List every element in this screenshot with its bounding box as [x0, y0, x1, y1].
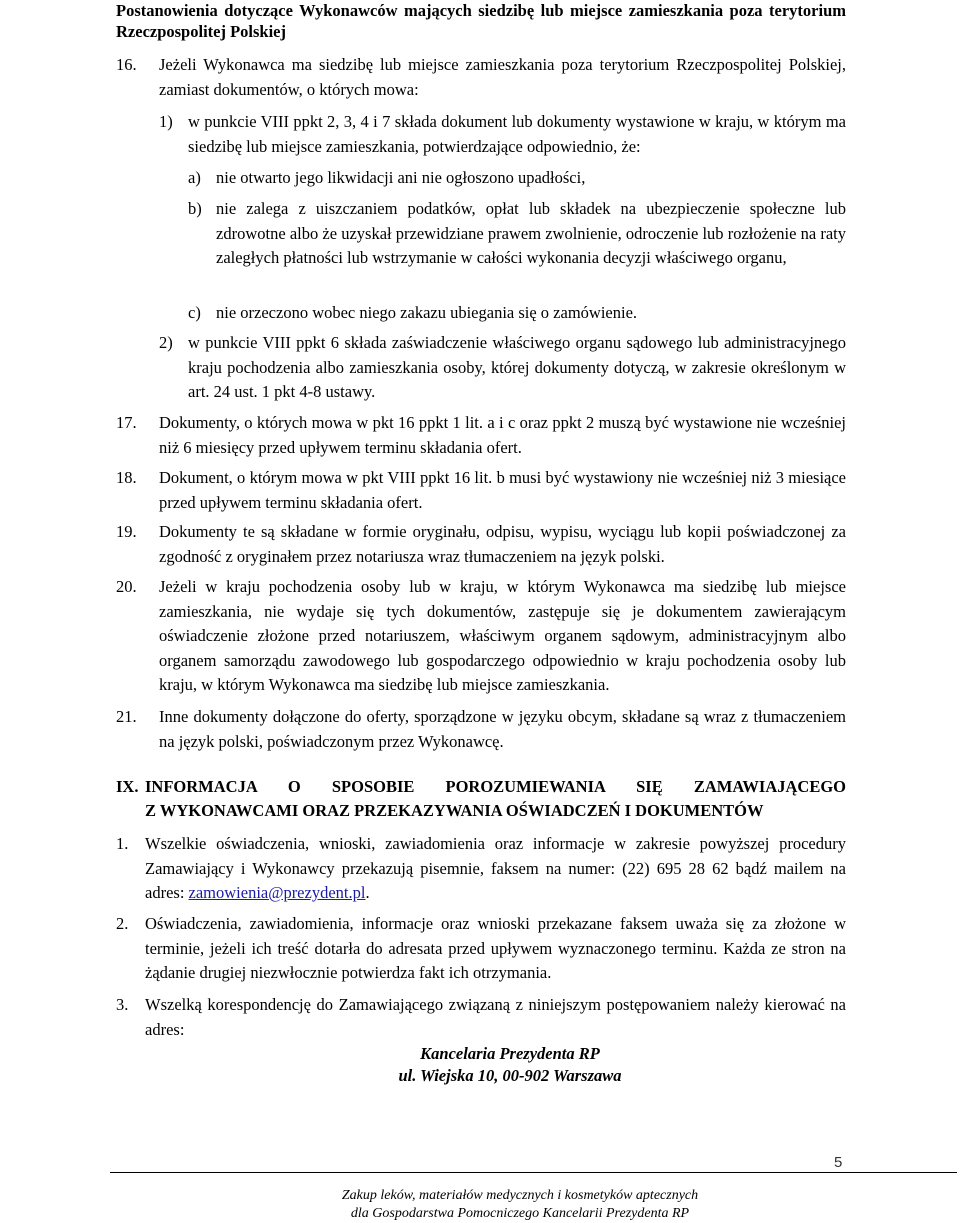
item-16-sub1-number: 1) [159, 112, 173, 131]
footer-line1: Zakup leków, materiałów medycznych i kosmetyków aptecznych [341, 1188, 699, 1203]
section-p3-number: 3. [116, 995, 129, 1014]
item-16-sub1-c-text: nie orzeczono wobec niego zakazu ubiegania się o zamówienie. [216, 303, 638, 322]
item-21-number: 21. [116, 707, 137, 726]
section-p3-text: Wszelką korespondencję do Zamawiającego związaną z niniejszym postępowaniem należy kierować na adres: [145, 995, 846, 1039]
section-p2-text: Oświadczenia, zawiadomienia, informacje oraz wnioski przekazane faksem uważa się za złożone w terminie, jeżeli ich treść dotarła do adresata przed upływem wyznaczonego terminu. Każda ze stron na żądanie drugiej niezwłocznie potwierdza fakt ich otrzymania. [145, 914, 846, 982]
item-16-sub2-number: 2) [159, 333, 173, 352]
item-16-sub1-c-number: c) [188, 303, 201, 322]
item-21-text: Inne dokumenty dołączone do oferty, sporządzone w języku obcym, składane są wraz z tłumaczeniem na język polski, poświadczonym przez Wykonawcę. [159, 707, 846, 751]
item-16-sub1-b-text: nie zalega z uiszczaniem podatków, opłat lub składek na ubezpieczenie społeczne lub zdrowotne albo że uzyskał przewidziane prawem zwolnienie, odroczenie lub rozłożenie na raty zaległych płatności lub wstrzymanie w całości wykonania decyzji właściwego organu, [216, 199, 846, 267]
item-16-sub1-b-number: b) [188, 199, 202, 218]
item-19-number: 19. [116, 522, 137, 541]
item-16-text: Jeżeli Wykonawca ma siedzibę lub miejsce zamieszkania poza terytorium Rzeczpospolitej Polskiej, zamiast dokumentów, o których mowa: [159, 55, 846, 99]
footer-divider [110, 1172, 957, 1173]
item-17-number: 17. [116, 413, 137, 432]
item-18-text: Dokument, o którym mowa w pkt VIII ppkt 16 lit. b musi być wystawiony nie wcześniej niż 3 miesiące przed upływem terminu składania ofert. [159, 468, 846, 512]
item-20-text: Jeżeli w kraju pochodzenia osoby lub w kraju, w którym Wykonawca ma siedzibę lub miejsce zamieszkania, nie wydaje się tych dokumentów, zastępuje się je dokumentem zawierającym oświadczenie złożone przed notariuszem, właściwym organem sądowym, administracyjnym albo organem samorządu zawodowego lub gospodarczego odpowiednio w kraju pochodzenia osoby lub kraju, w którym Wykonawca ma siedzibę lub miejsce zamieszkania. [159, 577, 846, 694]
section-title-line1: INFORMACJA O SPOSOBIE POROZUMIEWANIA SIĘ ZAMAWIAJĄCEGO [145, 777, 846, 796]
item-16-sub1-text: w punkcie VIII ppkt 2, 3, 4 i 7 składa dokument lub dokumenty wystawione w kraju, w którym ma siedzibę lub miejsce zamieszkania, potwierdzające odpowiednio, że: [188, 112, 846, 156]
block-heading: Postanowienia dotyczące Wykonawców mających siedzibę lub miejsce zamieszkania poza terytorium Rzeczpospolitej Polskiej [116, 1, 846, 41]
item-18-number: 18. [116, 468, 137, 487]
section-p1 [145, 832, 846, 906]
address-line1: Kancelaria Prezydenta RP [420, 1044, 600, 1063]
item-17-text: Dokumenty, o których mowa w pkt 16 ppkt 1 lit. a i c oraz ppkt 2 muszą być wystawione nie wcześniej niż 6 miesięcy przed upływem terminu składania ofert. [159, 413, 846, 457]
item-16-sub1-a-text: nie otwarto jego likwidacji ani nie ogłoszono upadłości, [216, 168, 586, 187]
item-19-text: Dokumenty te są składane w formie oryginału, odpisu, wypisu, wyciągu lub kopii poświadczonej za zgodność z oryginałem przez notariusza wraz tłumaczeniem na język polski. [159, 522, 846, 566]
item-20-number: 20. [116, 577, 137, 596]
section-p1-number: 1. [116, 834, 129, 853]
section-number: IX. [116, 777, 139, 796]
section-p2-number: 2. [116, 914, 129, 933]
footer-line2: dla Gospodarstwa Pomocniczego Kancelarii Prezydenta RP [350, 1206, 690, 1221]
section-p1-text: Wszelkie oświadczenia, wnioski, zawiadomienia oraz informacje w zakresie powyższej procedury Zamawiający i Wykonawcy przekazują pisemnie, faksem na numer: (22) 695 28 62 bądź mailem na adres: [145, 834, 846, 902]
address-line2: ul. Wiejska 10, 00-902 Warszawa [398, 1066, 622, 1085]
item-16-number: 16. [116, 55, 137, 74]
section-p1-after: . [365, 883, 370, 902]
section-title-line2: Z WYKONAWCAMI ORAZ PRZEKAZYWANIA OŚWIADCZEŃ I DOKUMENTÓW [145, 801, 764, 820]
item-16-sub1-a-number: a) [188, 168, 201, 187]
email-link[interactable]: zamowienia@prezydent.pl [188, 883, 366, 902]
page-number: 5 [834, 1154, 843, 1171]
item-16-sub2-text: w punkcie VIII ppkt 6 składa zaświadczenie właściwego organu sądowego lub administracyjnego kraju pochodzenia albo zamieszkania osoby, której dokumenty dotyczą, w zakresie określonym w art. 24 ust. 1 pkt 4-8 ustawy. [188, 333, 846, 401]
